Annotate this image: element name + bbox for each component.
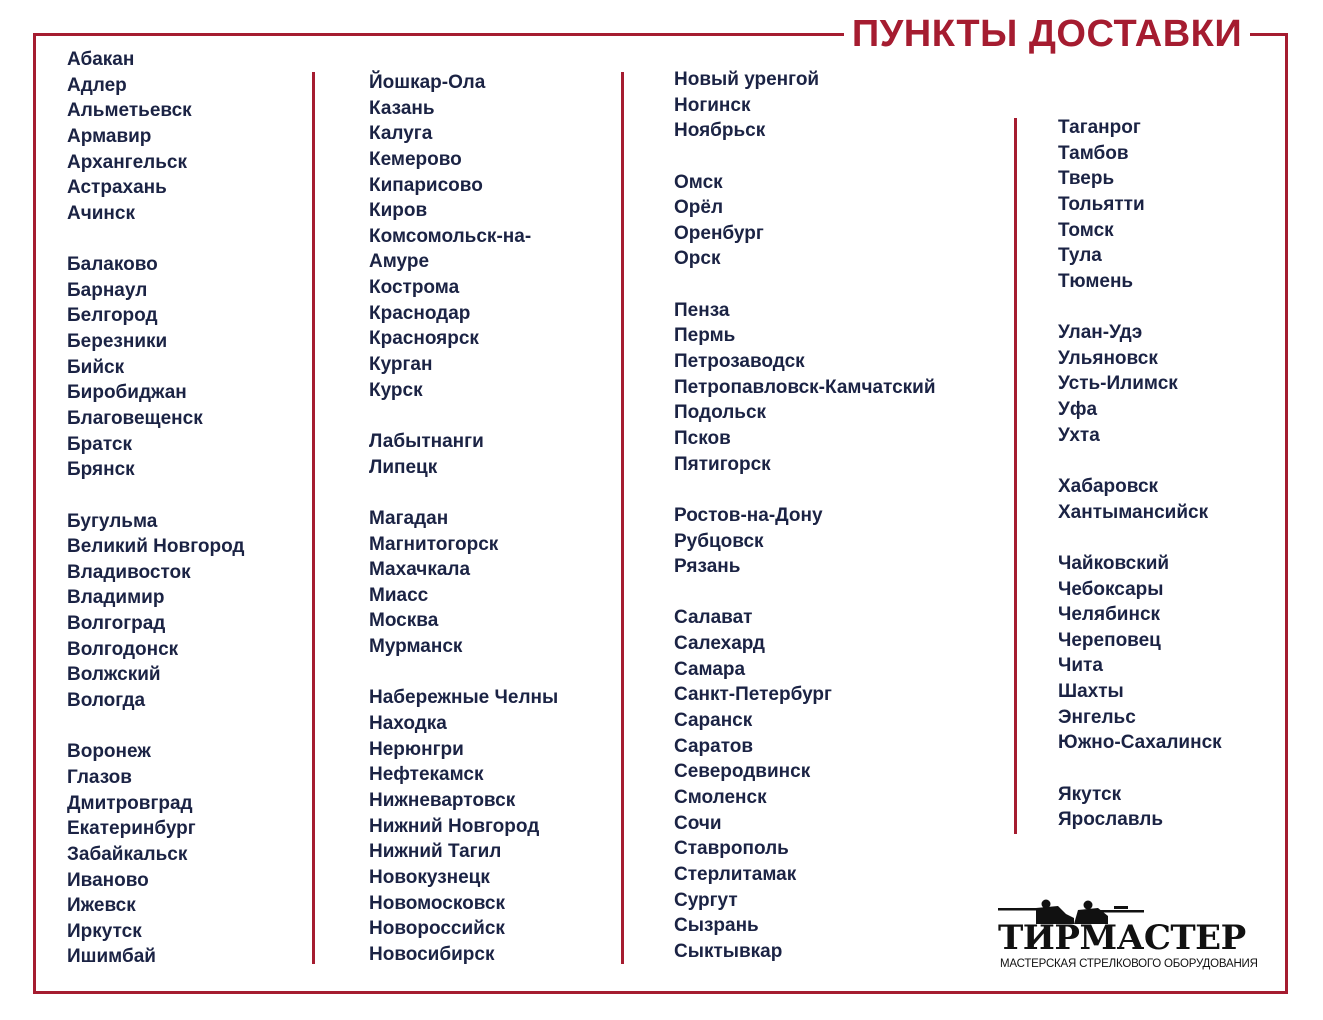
city-item: Абакан: [67, 49, 135, 70]
city-item: Пятигорск: [674, 453, 771, 475]
city-item: Владивосток: [67, 561, 191, 583]
city-item: Брянск: [67, 459, 135, 481]
group-spacer: [369, 403, 558, 429]
city-item: Новосибирск: [369, 943, 495, 965]
city-item: Рязань: [674, 556, 741, 578]
city-item: Кипарисово: [369, 174, 483, 196]
group-spacer: [1058, 525, 1222, 551]
city-item: Белгород: [67, 305, 158, 327]
city-item: Нерюнгри: [369, 738, 464, 760]
group-spacer: [67, 714, 245, 740]
city-item: Липецк: [369, 456, 438, 478]
city-item: Калуга: [369, 123, 433, 145]
city-item: Волгодонск: [67, 638, 179, 660]
city-item: Нижний Тагил: [369, 841, 502, 863]
city-item: Иваново: [67, 869, 149, 891]
column-divider-2: [621, 72, 624, 964]
city-item: Кемерово: [369, 148, 462, 170]
city-item: Чебоксары: [1058, 578, 1164, 600]
group-spacer: [674, 477, 936, 503]
group-spacer: [369, 480, 558, 506]
city-column-1: [67, 47, 245, 970]
city-item: Северодвинск: [674, 761, 811, 783]
city-item: Вологда: [67, 690, 146, 712]
city-item: Ярославль: [1058, 809, 1164, 831]
group-spacer: [1058, 756, 1222, 782]
city-item: Биробиджан: [67, 382, 187, 404]
city-item: Москва: [369, 610, 439, 632]
city-item: Новокузнецк: [369, 866, 490, 888]
city-item: Сочи: [674, 812, 722, 834]
city-column-2: [369, 70, 558, 967]
city-item: Череповец: [1058, 629, 1161, 651]
city-item: Якутск: [1058, 783, 1122, 805]
city-item: Владимир: [67, 587, 165, 609]
city-item: Усть-Илимск: [1058, 373, 1178, 395]
city-item: Воронеж: [67, 741, 151, 763]
city-item: Бийск: [67, 356, 125, 378]
city-item: Находка: [369, 713, 447, 735]
page-title: ПУНКТЫ ДОСТАВКИ: [851, 13, 1243, 55]
city-item: Армавир: [67, 125, 152, 147]
city-item: Тверь: [1058, 168, 1115, 190]
city-item: Казань: [369, 97, 435, 119]
city-item: Махачкала: [369, 559, 471, 581]
city-item: Хабаровск: [1058, 475, 1159, 497]
group-spacer: [1058, 294, 1222, 320]
city-item: Нижний Новгород: [369, 815, 540, 837]
city-item: Благовещенск: [67, 407, 203, 429]
city-item: Нефтекамск: [369, 764, 484, 786]
city-item: Санкт-Петербург: [674, 684, 832, 706]
city-item: Нижневартовск: [369, 789, 516, 811]
column-divider-1: [312, 72, 315, 964]
group-spacer: [67, 483, 245, 509]
city-item: Ухта: [1058, 424, 1100, 446]
city-item: Чайковский: [1058, 552, 1170, 574]
city-item: Барнаул: [67, 279, 148, 301]
city-item: Новороссийск: [369, 918, 505, 940]
group-spacer: [674, 580, 936, 606]
city-item: Рубцовск: [674, 530, 764, 552]
city-item: Киров: [369, 200, 428, 222]
city-item: Ульяновск: [1058, 347, 1158, 369]
city-item: Саратов: [674, 735, 754, 757]
city-item: Уфа: [1058, 399, 1098, 421]
city-item: Сызрань: [674, 915, 759, 937]
city-item: Альметьевск: [67, 100, 192, 122]
city-item: Пенза: [674, 299, 730, 321]
city-item: Петропавловск-Камчатский: [674, 376, 936, 398]
city-item: Петрозаводск: [674, 351, 805, 373]
city-item: Архангельск: [67, 151, 187, 173]
city-item: Йошкар-Ола: [369, 72, 486, 93]
city-item: Орск: [674, 248, 721, 270]
city-item: Дмитровград: [67, 792, 193, 814]
city-item: Краснодар: [369, 302, 471, 324]
city-item: Глазов: [67, 766, 132, 788]
city-item: Братск: [67, 433, 132, 455]
city-item: Таганрог: [1058, 117, 1141, 138]
city-item: Комсомольск-на-: [369, 225, 532, 247]
city-item: Березники: [67, 331, 168, 353]
group-spacer: [369, 660, 558, 686]
city-item: Иркутск: [67, 920, 142, 942]
city-item: Салават: [674, 607, 753, 629]
city-item: Волжский: [67, 664, 161, 686]
city-item: Великий Новгород: [67, 536, 245, 558]
group-spacer: [674, 272, 936, 298]
city-item: Тюмень: [1058, 270, 1134, 292]
city-item: Курск: [369, 379, 423, 401]
city-item: Кострома: [369, 277, 460, 299]
city-item: Бугульма: [67, 510, 158, 532]
city-item: Тамбов: [1058, 142, 1129, 164]
city-item: Псков: [674, 427, 731, 449]
city-item: Ачинск: [67, 202, 135, 224]
city-item: Улан-Удэ: [1058, 322, 1143, 344]
city-item: Тольятти: [1058, 193, 1145, 215]
city-item: Ногинск: [674, 94, 751, 116]
logo-subtitle: МАСТЕРСКАЯ СТРЕЛКОВОГО ОБОРУДОВАНИЯ: [1000, 958, 1258, 970]
city-item: Новомосковск: [369, 892, 505, 914]
city-item: Орёл: [674, 197, 724, 219]
city-item: Новый уренгой: [674, 69, 820, 90]
city-column-3: [674, 67, 936, 964]
city-item: Красноярск: [369, 328, 479, 350]
city-item: Самара: [674, 658, 746, 680]
city-item: Ростов-на-Дону: [674, 504, 823, 526]
group-spacer: [67, 226, 245, 252]
city-item: Томск: [1058, 219, 1114, 241]
city-item: Саранск: [674, 710, 753, 732]
column-divider-3: [1014, 118, 1017, 834]
city-item: Сыктывкар: [674, 940, 783, 962]
city-item: Ижевск: [67, 895, 136, 917]
city-item: Хантымансийск: [1058, 501, 1209, 523]
city-column-4: [1058, 115, 1222, 833]
city-item: Энгельс: [1058, 706, 1136, 728]
city-item: Ставрополь: [674, 838, 789, 860]
city-item: Набережные Челны: [369, 687, 559, 709]
city-item: Миасс: [369, 584, 429, 606]
city-item: Екатеринбург: [67, 818, 196, 840]
city-item: Балаково: [67, 254, 158, 276]
city-item: Ишимбай: [67, 946, 156, 968]
city-item: Челябинск: [1058, 604, 1161, 626]
city-item: Мурманск: [369, 636, 463, 658]
city-item: Салехард: [674, 633, 765, 655]
city-item: Южно-Сахалинск: [1058, 732, 1222, 754]
city-item: Курган: [369, 354, 433, 376]
city-item: Шахты: [1058, 681, 1124, 703]
tirmaster-logo: [996, 896, 1262, 976]
city-item: Магадан: [369, 507, 449, 529]
city-item: Смоленск: [674, 786, 767, 808]
city-item: Чита: [1058, 655, 1103, 677]
city-item: Магнитогорск: [369, 533, 499, 555]
city-item: Забайкальск: [67, 843, 188, 865]
city-item: Астрахань: [67, 177, 167, 199]
group-spacer: [674, 144, 936, 170]
city-item: Тула: [1058, 245, 1102, 267]
city-item: Амуре: [369, 251, 430, 273]
city-item: Ноябрьск: [674, 120, 766, 142]
city-item: Подольск: [674, 402, 767, 424]
city-item: Стерлитамак: [674, 863, 797, 885]
city-item: Волгоград: [67, 613, 166, 635]
logo-wordmark: ТИРМАСТЕР: [998, 918, 1246, 958]
city-item: Пермь: [674, 325, 736, 347]
group-spacer: [1058, 448, 1222, 474]
city-item: Омск: [674, 171, 723, 193]
city-item: Сургут: [674, 889, 738, 911]
city-item: Лабытнанги: [369, 430, 484, 452]
city-item: Адлер: [67, 74, 127, 96]
city-item: Оренбург: [674, 222, 764, 244]
